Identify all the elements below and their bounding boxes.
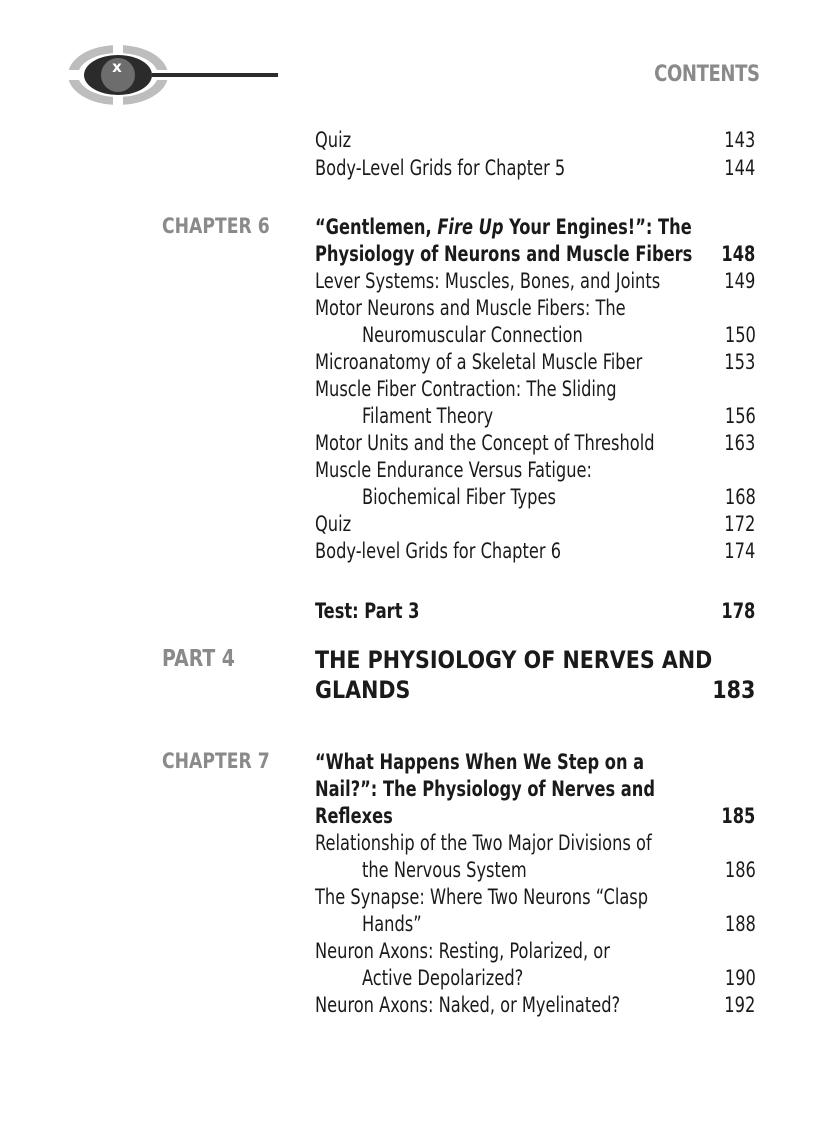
chapter-title-line[interactable]: “What Happens When We Step on a bbox=[315, 750, 645, 774]
toc-entry-page: 186 bbox=[724, 858, 756, 882]
toc-entry[interactable] bbox=[315, 127, 755, 154]
running-head: CONTENTS bbox=[654, 62, 760, 87]
toc-entry-continued[interactable]: the Nervous System 186 bbox=[362, 858, 756, 882]
chapter-page: 148 bbox=[721, 242, 756, 266]
toc-entry-page: 144 bbox=[724, 156, 756, 180]
toc-entry-page: 163 bbox=[724, 431, 756, 455]
toc-entry[interactable]: Neuron Axons: Naked, or Myelinated? 192 bbox=[315, 993, 756, 1017]
chapter-label: CHAPTER 6 bbox=[162, 214, 270, 238]
part-title-line[interactable]: GLANDS 183 bbox=[315, 676, 756, 704]
toc-entry[interactable]: Motor Neurons and Muscle Fibers: The bbox=[315, 296, 626, 320]
toc-entry-page: 174 bbox=[724, 539, 756, 563]
chapter-title-italic: Fire Up bbox=[437, 215, 504, 239]
toc-entry-page: 153 bbox=[724, 350, 756, 374]
toc-entry[interactable]: The Synapse: Where Two Neurons “Clasp bbox=[315, 885, 649, 909]
test-page: 178 bbox=[721, 599, 756, 623]
toc-entry-page: 192 bbox=[724, 993, 756, 1017]
toc-entry[interactable]: Quiz 172 bbox=[315, 512, 756, 536]
toc-entry[interactable]: Muscle Endurance Versus Fatigue: bbox=[315, 458, 593, 482]
toc-entry-page: 172 bbox=[724, 512, 756, 536]
toc-entry[interactable] bbox=[315, 155, 755, 182]
toc-entry[interactable]: Muscle Fiber Contraction: The Sliding bbox=[315, 377, 617, 401]
part-label: PART 4 bbox=[162, 646, 235, 672]
toc-entry[interactable]: Neuron Axons: Resting, Polarized, or bbox=[315, 939, 610, 963]
toc-entry-page: 168 bbox=[724, 485, 756, 509]
part-page: 183 bbox=[712, 676, 756, 704]
toc-entry[interactable]: Microanatomy of a Skeletal Muscle Fiber 153 bbox=[315, 350, 756, 374]
toc-entry-continued[interactable]: Hands” 188 bbox=[362, 912, 756, 936]
toc-entry-page: 150 bbox=[724, 323, 756, 347]
toc-entry-continued[interactable]: Neuromuscular Connection 150 bbox=[362, 323, 756, 347]
page-number: x bbox=[112, 58, 122, 76]
header-rule bbox=[152, 73, 278, 77]
chapter-title-line[interactable]: Reflexes 185 bbox=[315, 804, 756, 828]
toc-entry-page: 149 bbox=[724, 269, 756, 293]
chapter-page: 185 bbox=[721, 804, 756, 828]
chapter-title-line[interactable]: Physiology of Neurons and Muscle Fibers 148 bbox=[315, 242, 756, 266]
toc-entry-continued[interactable]: Biochemical Fiber Types 168 bbox=[362, 485, 756, 509]
toc-entry[interactable]: Relationship of the Two Major Divisions of bbox=[315, 831, 652, 855]
toc-entry-title: Quiz bbox=[315, 128, 352, 152]
toc-entry[interactable]: Body-level Grids for Chapter 6 174 bbox=[315, 539, 756, 563]
test-entry[interactable]: Test: Part 3 178 bbox=[315, 599, 756, 623]
toc-entry-page: 156 bbox=[724, 404, 756, 428]
toc-entry-page: 188 bbox=[724, 912, 756, 936]
toc-entry-title: Body-Level Grids for Chapter 5 bbox=[315, 156, 566, 180]
chapter-title-line[interactable]: “Gentlemen, Fire Up Your Engines!”: The bbox=[315, 215, 692, 239]
toc-entry[interactable]: Motor Units and the Concept of Threshold 163 bbox=[315, 431, 756, 455]
part-title-line[interactable]: THE PHYSIOLOGY OF NERVES AND bbox=[315, 646, 713, 674]
toc-entry-continued[interactable]: Filament Theory 156 bbox=[362, 404, 756, 428]
toc-entry-page: 143 bbox=[724, 128, 756, 152]
chapter-label: CHAPTER 7 bbox=[162, 749, 270, 773]
toc-entry[interactable]: Lever Systems: Muscles, Bones, and Joints 149 bbox=[315, 269, 756, 293]
toc-entry-page: 190 bbox=[724, 966, 756, 990]
chapter-title-line[interactable]: Nail?”: The Physiology of Nerves and bbox=[315, 777, 655, 801]
toc-entry-continued[interactable]: Active Depolarized? 190 bbox=[362, 966, 756, 990]
